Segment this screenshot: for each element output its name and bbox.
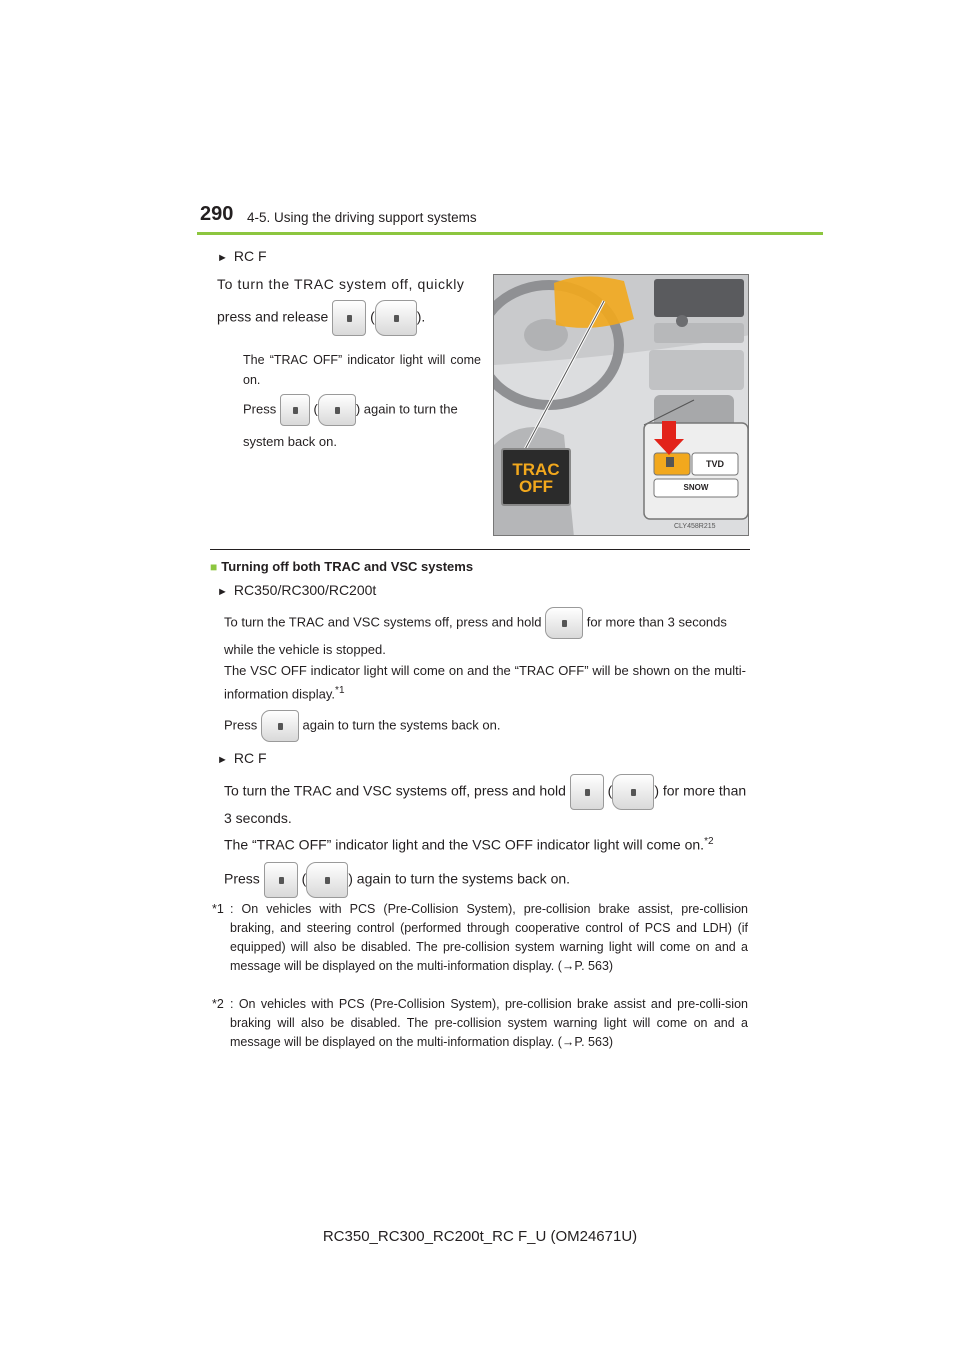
footnote-2: *2 : On vehicles with PCS (Pre-Collision System), pre-collision brake assist and pre-colli-sion braking will also be disabled. The pre-collision system warning light will come on and a message will be displayed on the multi-information display. (→P. 563) [212, 997, 748, 1049]
bullet-arrow-icon: ► [217, 754, 228, 766]
indicator-note: The “TRAC OFF” indicator light will come on. [243, 353, 481, 387]
vsc-off-switch-icon [261, 710, 299, 742]
rcf-intro-line2: press and release ( ). [217, 300, 425, 336]
snow-button-label: SNOW [683, 483, 709, 492]
trac-off-button-icon [332, 300, 366, 336]
dashboard-drawing [494, 275, 749, 536]
vsc-off-switch-icon [306, 862, 348, 898]
press-again-line: Press ( ) again to turn the [243, 394, 458, 426]
rcf-para3: Press ( ) again to turn the systems back on. [224, 862, 570, 898]
rcf-bullet-label: RC F [233, 248, 267, 264]
trac-off-button-icon [280, 394, 310, 426]
tvd-button-label: TVD [706, 459, 724, 469]
section-divider [210, 549, 750, 550]
rc350-bullet-item: ► RC350/RC300/RC200t [217, 582, 377, 598]
rcf-para1-line1: To turn the TRAC and VSC systems off, press and hold ( ) for more than [224, 774, 748, 810]
footnote-1: *1 : On vehicles with PCS (Pre-Collision System), pre-collision brake assist, pre-collision braking, and steering control (performed through cooperative control of PCS and LDH) (if equipped) will also be disabled. The pre-collision system warning light will come on and a message will be displayed on the multi-information display. (→P. 563) [212, 902, 748, 973]
section-title: 4-5. Using the driving support systems [247, 210, 477, 225]
section-heading: ■ Turning off both TRAC and VSC systems [210, 559, 474, 574]
trac-off-button-icon [264, 862, 298, 898]
press-again-line2: system back on. [243, 434, 337, 449]
rcf-bullet-item [217, 246, 267, 268]
rcf-para2: The “TRAC OFF” indicator light and the VSC OFF indicator light will come on.$^{*2}$ [224, 836, 714, 853]
rc350-para1-line2: while the vehicle is stopped. [224, 642, 386, 657]
vsc-off-switch-icon [375, 300, 417, 336]
trac-off-warning-text: TRAC OFF [512, 460, 560, 496]
illustration-code: CLY458R215 [674, 523, 716, 530]
bullet-arrow-icon: ► [217, 586, 228, 598]
bullet-arrow-icon: ► [217, 252, 228, 264]
square-bullet-icon: ■ [210, 560, 218, 574]
rc350-para3: Press again to turn the systems back on. [224, 710, 500, 742]
vsc-off-switch-icon [612, 774, 654, 810]
rcf-para1-line2: 3 seconds. [224, 810, 292, 826]
rcf-intro-line1: To turn the TRAC system off, quickly [217, 276, 465, 292]
dashboard-illustration [493, 274, 749, 536]
rcf-bullet-item-2: ► RC F [217, 750, 267, 766]
vsc-off-switch-icon [545, 607, 583, 639]
center-screen [654, 279, 744, 317]
rc350-para2: The VSC OFF indicator light will come on and the “TRAC OFF” will be shown on the multi-information display.$^{*1}$ [224, 663, 746, 702]
document-footer: RC350_RC300_RC200t_RC F_U (OM24671U) [322, 1228, 638, 1245]
trac-off-button-icon [570, 774, 604, 810]
vsc-off-switch-icon [318, 394, 356, 426]
page-number: 290 [200, 203, 234, 225]
rc350-para1-line1: To turn the TRAC and VSC systems off, press and hold for more than 3 seconds [224, 607, 748, 639]
header-rule [197, 232, 823, 235]
